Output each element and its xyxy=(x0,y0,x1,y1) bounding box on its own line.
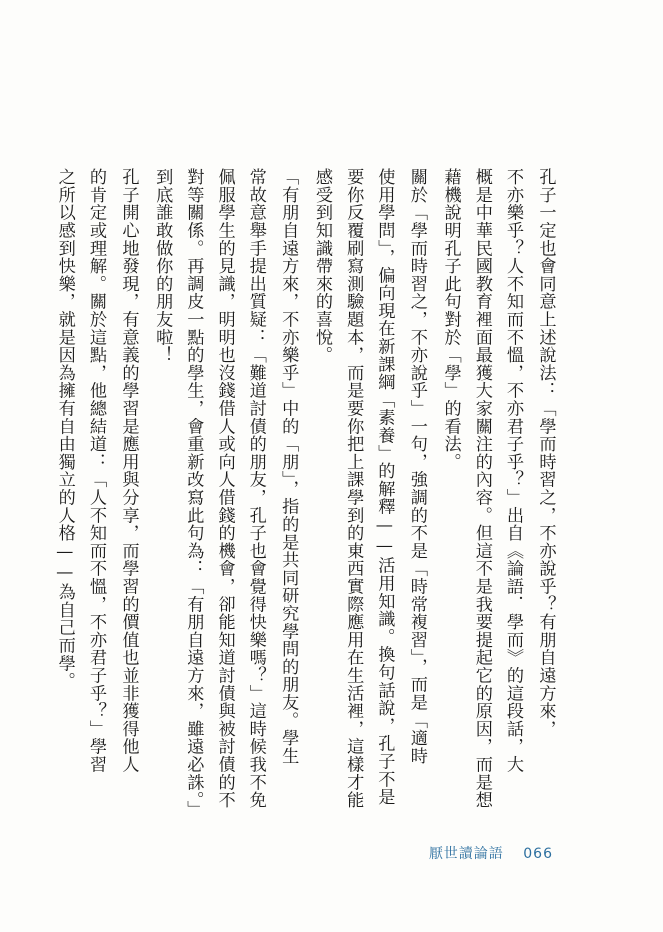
book-title: 厭世讀論語 xyxy=(428,846,504,862)
text-line: 不亦樂乎？人不知而不慍，不亦君子乎？」出自《論語．學而》的這段話，大 xyxy=(503,168,523,774)
page-footer xyxy=(429,843,553,863)
text-line: 孔子開心地發現，有意義的學習是應用與分享，而學習的價值也並非獲得他人 xyxy=(118,168,139,774)
text-line: 之所以感到快樂，就是因為擁有自由獨立的人格——為自己而學。 xyxy=(54,168,75,690)
page-number: 066 xyxy=(523,846,553,862)
paragraph xyxy=(271,168,306,808)
text-line: 感受到知識帶來的喜悅。 xyxy=(311,168,332,364)
text-line: 概是中華民國教育裡面最獲大家關注的內容。但這不是我要提起它的原因，而是想 xyxy=(471,168,492,809)
paragraph xyxy=(111,168,146,808)
text-line: 到底誰敢做你的朋友啦！ xyxy=(152,168,173,364)
text-line: 的肯定或理解。關於這點，他總結道：「人不知而不慍，不亦君子乎？」學習 xyxy=(85,168,106,774)
text-line: 要你反覆刷寫測驗題本，而是要你把上課學到的東西實際應用在生活裡，這樣才能 xyxy=(343,168,364,809)
text-line: 常故意舉手提出質疑：「難道討債的朋友，孔子也會覺得快樂嗎？」這時候我不免 xyxy=(245,168,266,809)
paragraph xyxy=(399,168,434,808)
paragraph xyxy=(528,168,563,808)
text-line: 對等關係。再調皮一點的學生，會重新改寫此句為：「有朋自遠方來，雖遠必誅。」 xyxy=(183,168,204,818)
vertical-body-text xyxy=(49,168,563,818)
text-line: 佩服學生的見識，明明也沒錢借人或向人借錢的機會，卻能知道討債與被討債的不 xyxy=(214,168,235,809)
text-line: 使用學問」，偏向現在新課綱「素養」的解釋——活用知識。換句話說，孔子不是 xyxy=(374,168,395,806)
text-line: 「有朋自遠方來，不亦樂乎」中的「朋」，指的是共同研究學問的朋友。學生 xyxy=(278,168,299,765)
text-line: 藉機說明孔子此句對於「學」的看法。 xyxy=(440,168,461,471)
text-line: 關於「學而時習之，不亦說乎」一句，強調的不是「時常複習」，而是「適時 xyxy=(406,168,427,765)
text-line: 孔子一定也會同意上述說法：「學而時習之，不亦說乎？有朋自遠方來， xyxy=(535,168,556,738)
